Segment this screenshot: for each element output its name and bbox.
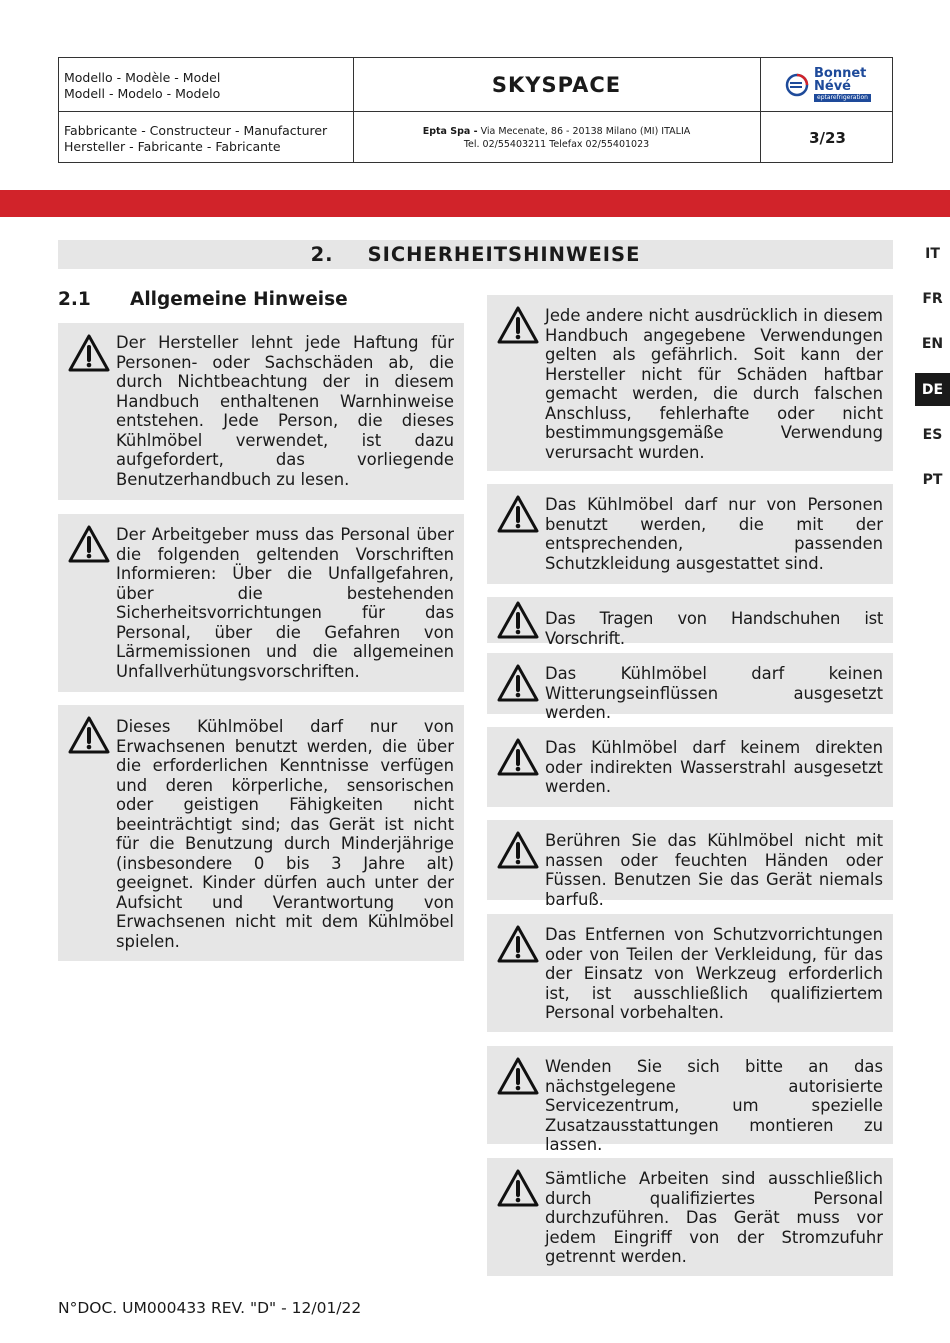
lang-tab-pt[interactable]: PT: [922, 471, 943, 488]
warning-box: [58, 323, 464, 500]
warning-box: [487, 914, 893, 1032]
warning-box: [487, 653, 893, 722]
warning-text: Der Hersteller lehnt jede Haftung für Personen- oder Sachschäden ab, die durch Nichtbeachtung der in diesem Handbuch enthaltenen Warnhinweise entstehen. Jede Person, die dieses Kühlmöbel verwendet, ist dazu aufgefordert, das vorliegende Benutzerhandbuch zu lesen.: [116, 333, 454, 489]
subsection-number: 2.1: [58, 289, 91, 310]
warning-triangle-icon: [496, 924, 540, 964]
warning-triangle-icon: [67, 715, 111, 755]
warning-box: [487, 1158, 893, 1276]
warning-text: Das Entfernen von Schutzvorrichtungen oder von Teilen der Verkleidung, für das der Einsatz von Werkzeug erforderlich ist, ist ausschließlich qualifiziertem Personal vorbehalten.: [545, 925, 883, 1022]
document-header: [58, 57, 893, 163]
bonnet-neve-logo-icon: [784, 72, 810, 98]
section-title: [58, 240, 893, 269]
brand-logo: [761, 58, 894, 111]
warning-triangle-icon: [496, 1056, 540, 1096]
warning-text: Der Arbeitgeber muss das Personal über die folgenden geltenden Vorschriften Informieren: Über die Unfallgefahren, über die bestehenden Sicherheitsvorrichtungen für das Personal, über die Gefahren von Lärmemissionen und die allgemeinen Unfallverhütungsvorschriften.: [116, 525, 454, 681]
warning-box: [487, 727, 893, 807]
warning-triangle-icon: [496, 830, 540, 870]
manufacturer-info: [353, 112, 760, 164]
page-number: 3/23: [809, 129, 846, 147]
company-contact: Tel. 02/55403211 Telefax 02/55401023: [463, 139, 650, 150]
warning-text: Dieses Kühlmöbel darf nur von Erwachsenen benutzt werden, die über die erforderlichen Kenntnisse verfügen und deren körperliche, sensorischen oder geistigen Fähigkeiten nicht beeinträchtigt sind; das Gerät ist nicht für die Benutzung durch Minderjährige (insbesondere 0 bis 3 Jahre alt) geeignet. Kinder dürfen auch unter der Aufsicht und Verantwortung von Erwachsenen nicht mit dem Kühlmöbel spielen.: [116, 717, 454, 951]
warning-box: [487, 484, 893, 584]
warning-box: [487, 1046, 893, 1154]
warning-text: Jede andere nicht ausdrücklich in diesem Handbuch angegebene Verwendungen gelten als gefährlich. Soit kann der Hersteller nicht für Schäden haftbar gemacht werden, die durch falschen Anschluss, fehlerhafte oder nicht bestimmungsgemäße Verwendung verursacht wurden.: [545, 306, 883, 462]
warning-text: Berühren Sie das Kühlmöbel nicht mit nassen oder feuchten Händen oder Füssen. Benutzen Sie das Gerät niemals barfuß.: [545, 831, 883, 909]
warning-triangle-icon: [496, 494, 540, 534]
model-label: [64, 70, 220, 102]
warning-box: [487, 295, 893, 471]
accent-bar: [0, 190, 950, 217]
warning-box: [58, 514, 464, 692]
logo-text-epta: eptarefrigeration: [814, 94, 871, 102]
section-title-text: SICHERHEITSHINWEISE: [367, 243, 641, 266]
warning-triangle-icon: [496, 305, 540, 345]
lang-tab-it[interactable]: IT: [925, 245, 940, 262]
subsection-title-text: Allgemeine Hinweise: [130, 289, 348, 310]
warning-text: Sämtliche Arbeiten sind ausschließlich durch qualifiziertes Personal durchzuführen. Das Gerät muss vor jedem Eingriff von der Stromzufuhr getrennt werden.: [545, 1169, 883, 1266]
warning-triangle-icon: [67, 524, 111, 564]
lang-tab-en[interactable]: EN: [921, 335, 944, 352]
warning-box: [487, 597, 893, 648]
warning-box: [58, 705, 464, 961]
manufacturer-label: [64, 123, 327, 155]
model-label-line-2: Modell - Modelo - Modelo: [64, 86, 221, 101]
subsection-title: [58, 289, 348, 310]
warning-text: Das Kühlmöbel darf nur von Personen benutzt werden, die mit der entsprechenden, passenden Schutzkleidung ausgestattet sind.: [545, 495, 883, 573]
lang-tab-de[interactable]: DE: [915, 373, 950, 406]
manufacturer-label-line-1: Fabbricante - Constructeur - Manufacturer: [64, 123, 328, 138]
section-number: 2.: [310, 243, 334, 266]
warning-text: Wenden Sie sich bitte an das nächstgelegene autorisierte Servicezentrum, um spezielle Zusatzausstattungen montieren zu lassen.: [545, 1057, 883, 1154]
warning-triangle-icon: [496, 737, 540, 777]
warning-triangle-icon: [67, 333, 111, 373]
manufacturer-label-line-2: Hersteller - Fabricante - Fabricante: [64, 139, 281, 154]
logo-text-neve: Névé: [814, 79, 852, 94]
model-title: SKYSPACE: [491, 72, 622, 97]
warning-text: Das Tragen von Handschuhen ist Vorschrift.: [545, 609, 883, 648]
warning-triangle-icon: [496, 600, 540, 640]
lang-tab-es[interactable]: ES: [922, 426, 943, 443]
warning-box: [487, 820, 893, 909]
lang-tab-fr[interactable]: FR: [922, 290, 943, 307]
warning-text: Das Kühlmöbel darf keinem direkten oder indirekten Wasserstrahl ausgesetzt werden.: [545, 738, 883, 796]
model-label-line-1: Modello - Modèle - Model: [64, 70, 221, 85]
company-name: Epta Spa -: [422, 126, 478, 137]
warning-triangle-icon: [496, 1168, 540, 1208]
warning-triangle-icon: [496, 663, 540, 703]
warning-text: Das Kühlmöbel darf keinen Witterungseinflüssen ausgesetzt werden.: [545, 664, 883, 722]
document-number: N°DOC. UM000433 REV. "D" - 12/01/22: [58, 1299, 362, 1317]
logo-text-bonnet: Bonnet: [814, 66, 867, 81]
company-address: Via Mecenate, 86 - 20138 Milano (MI) ITALIA: [477, 126, 691, 137]
